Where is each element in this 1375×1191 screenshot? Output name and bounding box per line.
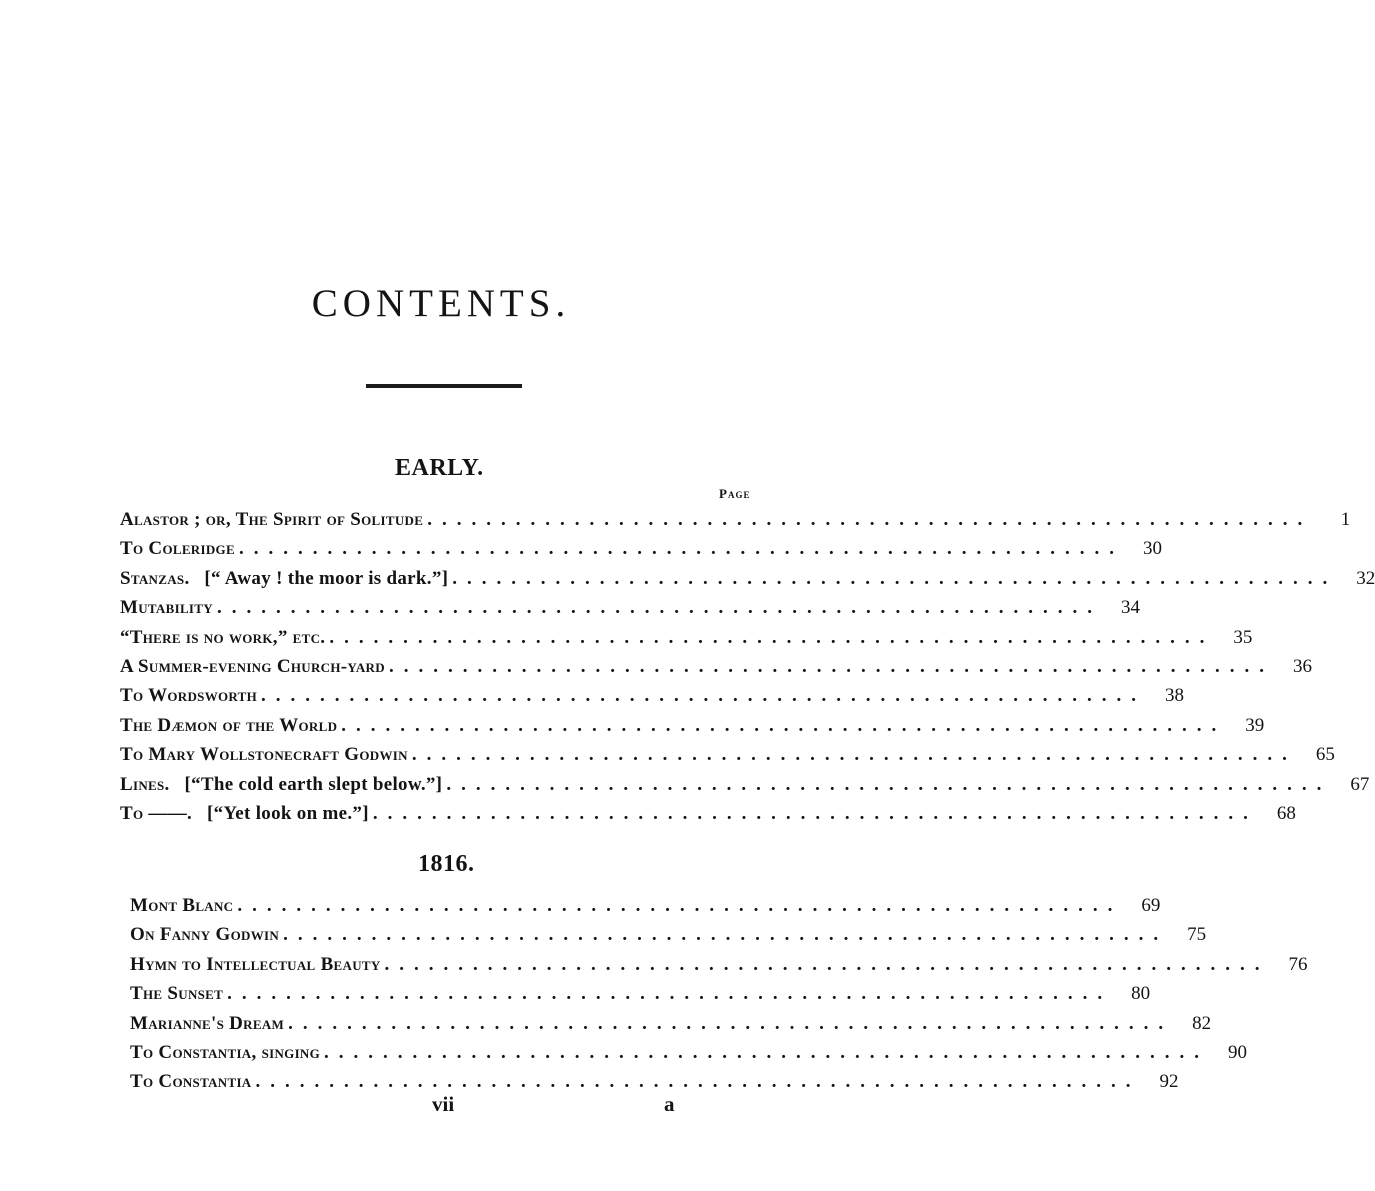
dot-leader: ............................................................	[341, 714, 1227, 736]
toc-entry-page: 1	[1340, 509, 1351, 530]
toc-entry-page: 67	[1350, 773, 1370, 795]
toc-entry-title	[120, 652, 385, 681]
toc-entry-title-text: To Coleridge	[120, 538, 235, 560]
dot-leader: ............................................................	[216, 597, 1102, 619]
toc-entry-title	[120, 505, 423, 534]
toc-entry	[120, 623, 1253, 652]
signature-mark: a	[664, 1092, 675, 1116]
toc-entry-title	[130, 1038, 320, 1067]
toc-entry	[130, 920, 1207, 949]
toc-entry-title-text: On Fanny Godwin	[130, 924, 280, 946]
toc-entry	[130, 950, 1308, 979]
toc-entry-title	[130, 920, 279, 949]
toc-list-1816	[130, 891, 1308, 1097]
dot-leader: ............................................................	[283, 924, 1169, 946]
toc-entry-page: 32	[1356, 567, 1375, 589]
dot-leader: ............................................................	[261, 685, 1147, 707]
toc-entry	[120, 740, 1335, 769]
toc-entry-title	[120, 711, 337, 740]
toc-entry-page: 92	[1159, 1071, 1179, 1093]
toc-entry	[120, 593, 1140, 622]
toc-entry-title-text: To Constantia, singing	[130, 1041, 321, 1063]
toc-entry-title	[120, 534, 235, 563]
dot-leader: ............................................................	[388, 655, 1274, 677]
toc-entry-title-text: Hymn to Intellectual Beauty	[130, 953, 381, 975]
dot-leader: ............................................................	[288, 1012, 1174, 1034]
toc-entry-page: 68	[1276, 802, 1296, 824]
toc-entry	[120, 799, 1296, 828]
toc-entry-page: 38	[1165, 685, 1185, 707]
toc-entry-first-line: [“ Away ! the moor is dark.”]	[204, 567, 449, 589]
toc-entry-title	[130, 979, 223, 1008]
toc-entry-title-text: To Mary Wollstonecraft Godwin	[120, 744, 408, 766]
folio-page-number: vii	[432, 1092, 455, 1116]
toc-entry-title	[130, 891, 233, 920]
page-title: CONTENTS.	[311, 282, 571, 325]
section-heading-early: EARLY.	[395, 455, 484, 481]
toc-entry-first-line: [“Yet look on me.”]	[206, 802, 369, 824]
toc-entry	[120, 505, 1351, 534]
toc-entry-title	[120, 564, 448, 593]
toc-entry-page: 76	[1288, 953, 1308, 975]
toc-entry-page: 82	[1192, 1012, 1212, 1034]
toc-entry-first-line: [“The cold earth slept below.”]	[184, 773, 443, 795]
toc-entry-title-text: A Summer-evening Church-yard	[120, 655, 385, 677]
toc-entry-title	[120, 681, 257, 710]
dot-leader: ............................................................	[237, 895, 1123, 916]
toc-entry	[120, 652, 1312, 681]
toc-entry	[130, 1038, 1248, 1067]
toc-entry-title	[120, 593, 213, 622]
dot-leader: ............................................................	[446, 773, 1332, 795]
toc-entry	[130, 891, 1161, 920]
toc-entry-title-text: The Dæmon of the World	[120, 714, 338, 736]
title-rule	[366, 384, 522, 388]
dot-leader: ............................................................	[329, 626, 1215, 648]
toc-entry	[130, 979, 1151, 1008]
toc-entry-title-text: To Constantia	[130, 1071, 252, 1093]
toc-entry-page: 69	[1141, 895, 1161, 916]
dot-leader: ............................................................	[452, 567, 1338, 589]
page-column-label: Page	[719, 486, 751, 501]
toc-entry	[120, 534, 1162, 563]
toc-entry-title	[120, 740, 408, 769]
toc-entry-page: 75	[1187, 924, 1207, 946]
toc-entry	[130, 1009, 1212, 1038]
dot-leader: ............................................................	[427, 509, 1313, 530]
toc-list-early	[120, 505, 1375, 828]
toc-entry	[120, 770, 1370, 799]
toc-entry-title	[130, 950, 381, 979]
toc-entry-page: 30	[1142, 538, 1162, 560]
dot-leader: ............................................................	[411, 744, 1297, 766]
toc-entry-page: 39	[1245, 714, 1265, 736]
toc-entry-page: 65	[1315, 744, 1335, 766]
toc-entry-title	[130, 1067, 252, 1096]
toc-entry-title	[120, 770, 442, 799]
toc-entry-page: 34	[1120, 597, 1140, 619]
toc-entry-title	[120, 623, 325, 652]
dot-leader: ............................................................	[324, 1041, 1210, 1063]
dot-leader: ............................................................	[384, 953, 1270, 975]
toc-entry-title-text: Marianne's Dream	[130, 1012, 285, 1034]
toc-entry-title-text: Alastor ; or, The Spirit of Solitude	[120, 509, 424, 530]
toc-entry	[120, 564, 1375, 593]
toc-entry-title	[130, 1009, 284, 1038]
toc-entry-title-text: Mont Blanc	[130, 895, 234, 916]
dot-leader: ............................................................	[372, 802, 1258, 824]
toc-entry-title-text: Mutability	[120, 597, 213, 619]
toc-entry-title-text: “There is no work,” etc.	[120, 626, 326, 648]
toc-entry-page: 90	[1228, 1041, 1248, 1063]
toc-entry	[120, 711, 1265, 740]
section-heading-1816: 1816.	[418, 851, 475, 877]
toc-entry-title-text: To ——.	[120, 802, 193, 824]
toc-entry-page: 80	[1131, 983, 1151, 1005]
toc-entry-page: 36	[1292, 655, 1312, 677]
toc-entry	[120, 681, 1185, 710]
toc-entry-title-text: To Wordsworth	[120, 685, 258, 707]
toc-entry-title-text: Lines.	[120, 773, 170, 795]
toc-entry-title	[120, 799, 369, 828]
toc-entry-title-text: The Sunset	[130, 983, 224, 1005]
dot-leader: ............................................................	[255, 1071, 1141, 1093]
dot-leader: ............................................................	[227, 983, 1113, 1005]
toc-entry-title-text: Stanzas.	[120, 567, 190, 589]
toc-entry-page: 35	[1233, 626, 1253, 648]
dot-leader: ............................................................	[238, 538, 1124, 560]
